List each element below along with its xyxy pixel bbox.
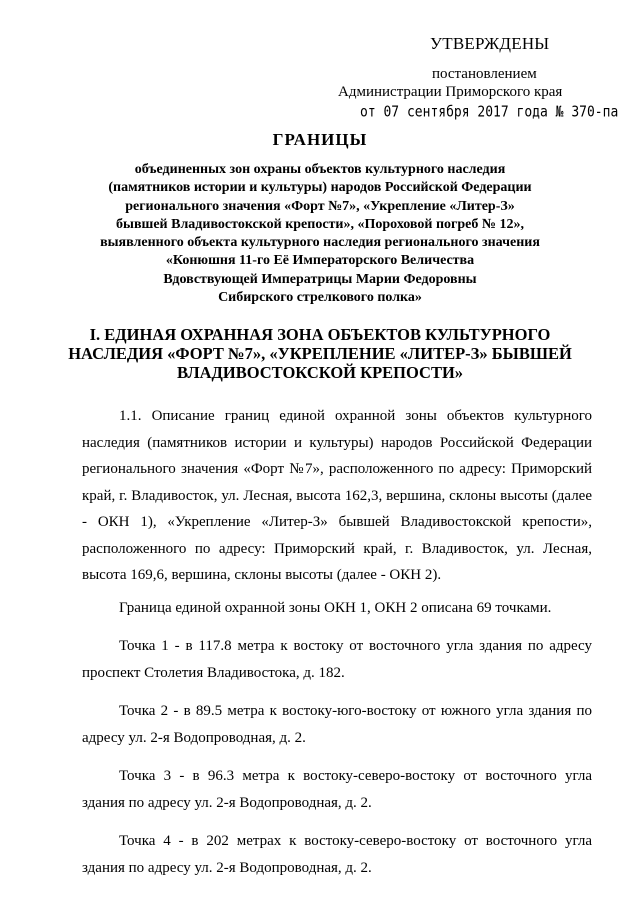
subtitle-line: Сибирского стрелкового полка» (218, 290, 422, 306)
document-subtitle (60, 161, 580, 307)
paragraph-point: Точка 2 - в 89.5 метра к востоку-юго-востоку от южного угла здания по адресу ул. 2-я Водопроводная, д. 2. (82, 703, 592, 746)
subtitle-line: объединенных зон охраны объектов культурного наследия (134, 162, 506, 177)
administration-name: Администрации Приморского края (338, 84, 563, 100)
subtitle-line: (памятников истории и культуры) народов Российской Федерации (108, 180, 532, 196)
subtitle-line: бывшей Владивостокской крепости», «Пороховой погреб № 12», (116, 216, 524, 232)
subtitle-line: выявленного объекта культурного наследия регионального значения (100, 235, 540, 251)
paragraph-point: Точка 4 - в 202 метрах к востоку-северо-востоку от восточного угла здания по адресу ул. 2-я Водопроводная, д. 2. (82, 833, 592, 876)
subtitle-line: Вдовствующей Императрицы Марии Федоровны (163, 271, 477, 287)
paragraph-point: Точка 1 - в 117.8 метра к востоку от восточного угла здания по адресу проспект Столетия Владивостока, д. 182. (82, 638, 592, 681)
document-body (82, 403, 592, 893)
paragraph-description: 1.1. Описание границ единой охранной зоны объектов культурного наследия (памятников истории и культуры) народов Российской Федерации регионального значения «Форт №7», расположенного по адресу: Приморский край, г. Владивосток, ул. Лесная, высота 162,3, вершина, склоны высоты (далее - ОКН 1), «Укрепление «Литер-З» бывшей Владивостокской крепости», расположенного по адресу: Приморский край, г. Владивосток, ул. Лесная, высота 169,6, вершина, склоны высоты (далее - ОКН 2). (82, 408, 592, 583)
section-heading (60, 325, 580, 382)
subtitle-line: регионального значения «Форт №7», «Укрепление «Литер-З» (125, 198, 515, 214)
paragraph-points-count: Граница единой охранной зоны ОКН 1, ОКН 2 описана 69 точками. (119, 599, 552, 616)
decree-date: от 07 сентября 2017 года № 370-па (360, 104, 619, 122)
document-title: ГРАНИЦЫ (272, 130, 368, 149)
subtitle-line: «Конюшня 11-го Её Императорского Величества (165, 253, 475, 269)
section-heading-line: ВЛАДИВОСТОКСКОЙ КРЕПОСТИ» (176, 363, 464, 382)
section-heading-line: НАСЛЕДИЯ «ФОРТ №7», «УКРЕПЛЕНИЕ «ЛИТЕР-З» БЫВШЕЙ (68, 344, 572, 363)
paragraph-point: Точка 3 - в 96.3 метра к востоку-северо-востоку от восточного угла здания по адресу ул. 2-я Водопроводная, д. 2. (82, 768, 592, 811)
decree-label: постановлением (432, 66, 537, 82)
approval-stamp: УТВЕРЖДЕНЫ (430, 34, 550, 53)
section-heading-line: I. ЕДИНАЯ ОХРАННАЯ ЗОНА ОБЪЕКТОВ КУЛЬТУРНОГО (89, 325, 551, 344)
